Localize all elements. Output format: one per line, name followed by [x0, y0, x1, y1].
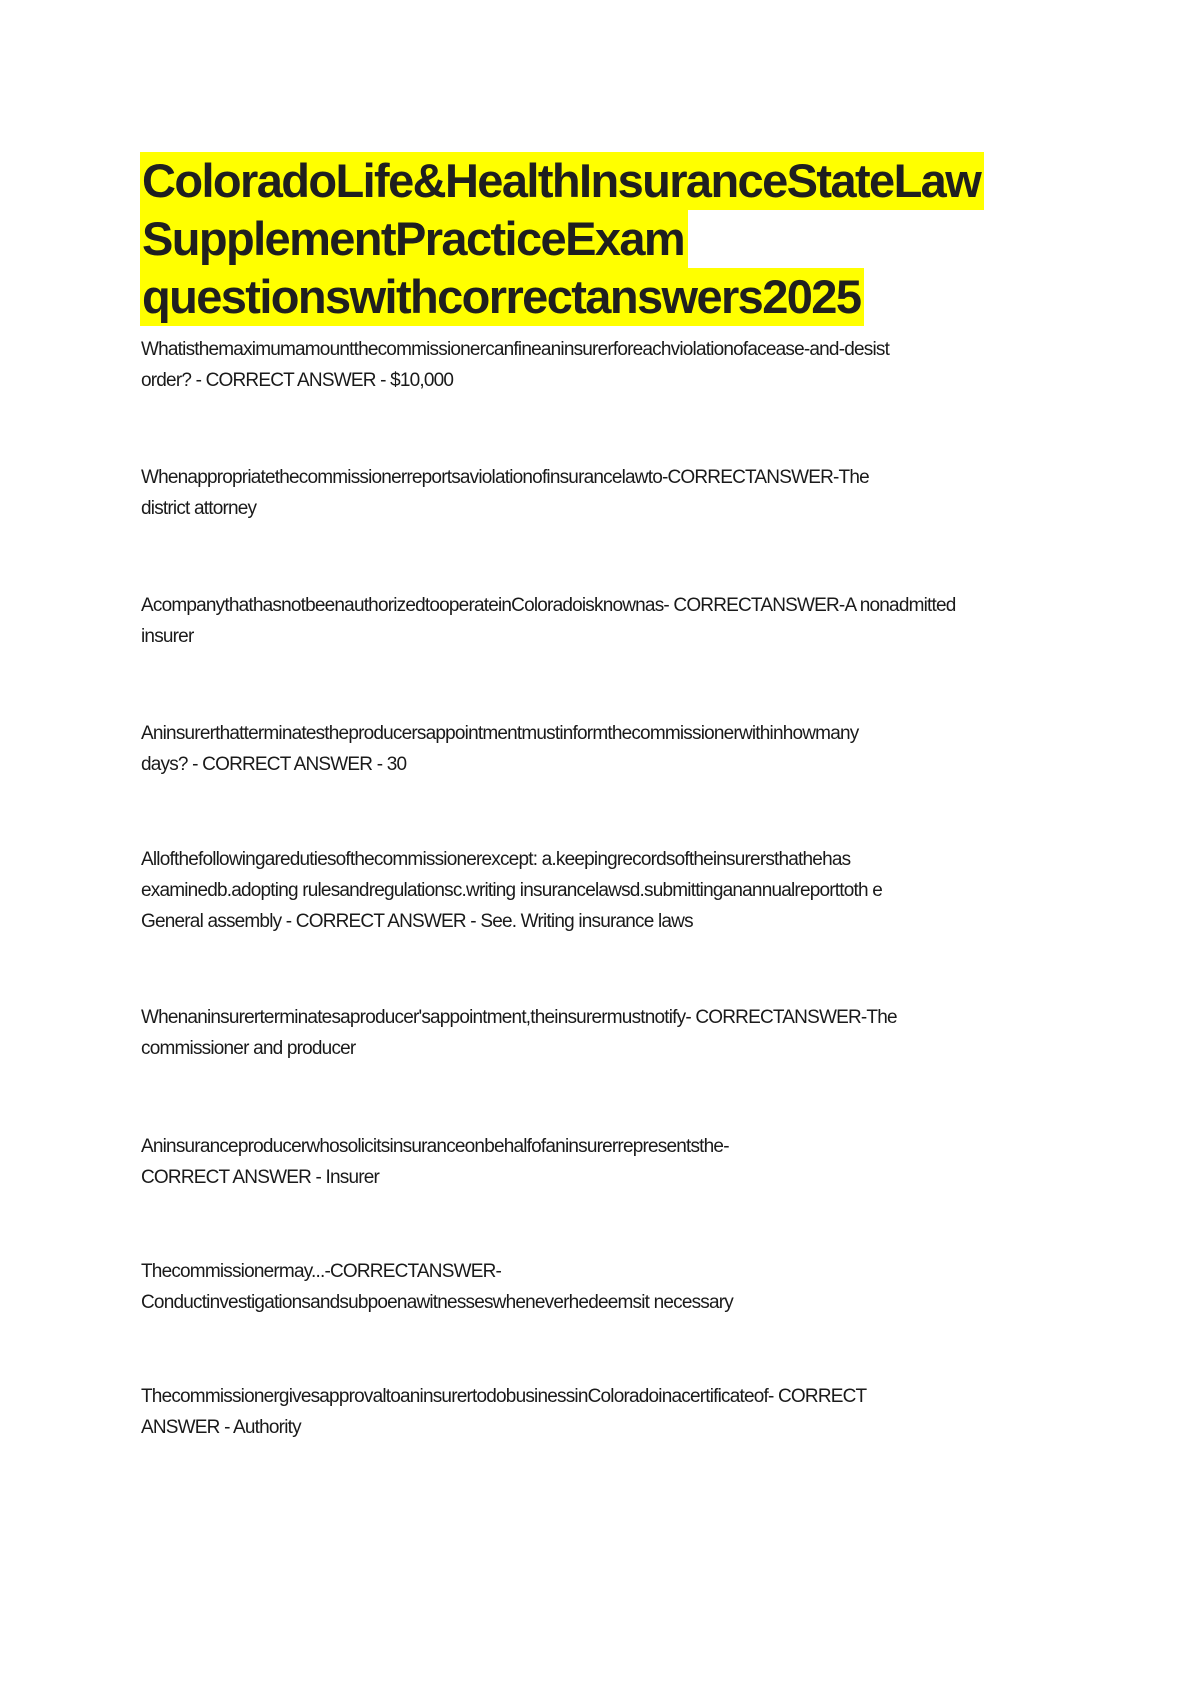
- qa-item: Thecommissionermay...-CORRECTANSWER- Conductinvestigationsandsubpoenawitnesseswheneverhedeemsit necessary: [141, 1261, 733, 1313]
- qa-item: AcompanythathasnotbeenauthorizedtooperateinColoradoisknownas- CORRECTANSWER-A nonadmitted insurer: [141, 595, 956, 647]
- qa-item: ThecommissionergivesapprovaltoaninsurertodobusinessinColoradoinacertificateof- CORRECT ANSWER - Authority: [141, 1386, 867, 1438]
- title-line-2: SupplementPracticeExam: [140, 210, 688, 268]
- title-line-1: ColoradoLife&HealthInsuranceStateLaw: [140, 152, 984, 210]
- qa-item: Allofthefollowingaredutiesofthecommissionerexcept: a.keepingrecordsoftheinsurersthathehas examinedb.adopting rulesandregulationsc.writing insurancelawsd.submittinganannualreporttoth e General assembly - CORRECT ANSWER - See. Writing insurance laws: [141, 849, 882, 932]
- qa-item: Whatisthemaximumamountthecommissionercanfineaninsurerforeachviolationofacease-and-desist order? - CORRECT ANSWER - $10,000: [141, 339, 890, 391]
- qa-item: Aninsurerthatterminatestheproducersappointmentmustinformthecommissionerwithinhowmany days? - CORRECT ANSWER - 30: [141, 723, 859, 775]
- document-title: [140, 152, 1100, 326]
- qa-item: Aninsuranceproducerwhosolicitsinsuranceonbehalfofaninsurerrepresentsthe- CORRECT ANSWER - Insurer: [141, 1136, 729, 1188]
- qa-item: Whenaninsurerterminatesaproducer'sappointment,theinsurermustnotify- CORRECTANSWER-The commissioner and producer: [141, 1007, 897, 1059]
- title-line-3: questionswithcorrectanswers2025: [140, 268, 864, 326]
- qa-item: Whenappropriatethecommissionerreportsaviolationofinsurancelawto-CORRECTANSWER-The district attorney: [141, 467, 869, 519]
